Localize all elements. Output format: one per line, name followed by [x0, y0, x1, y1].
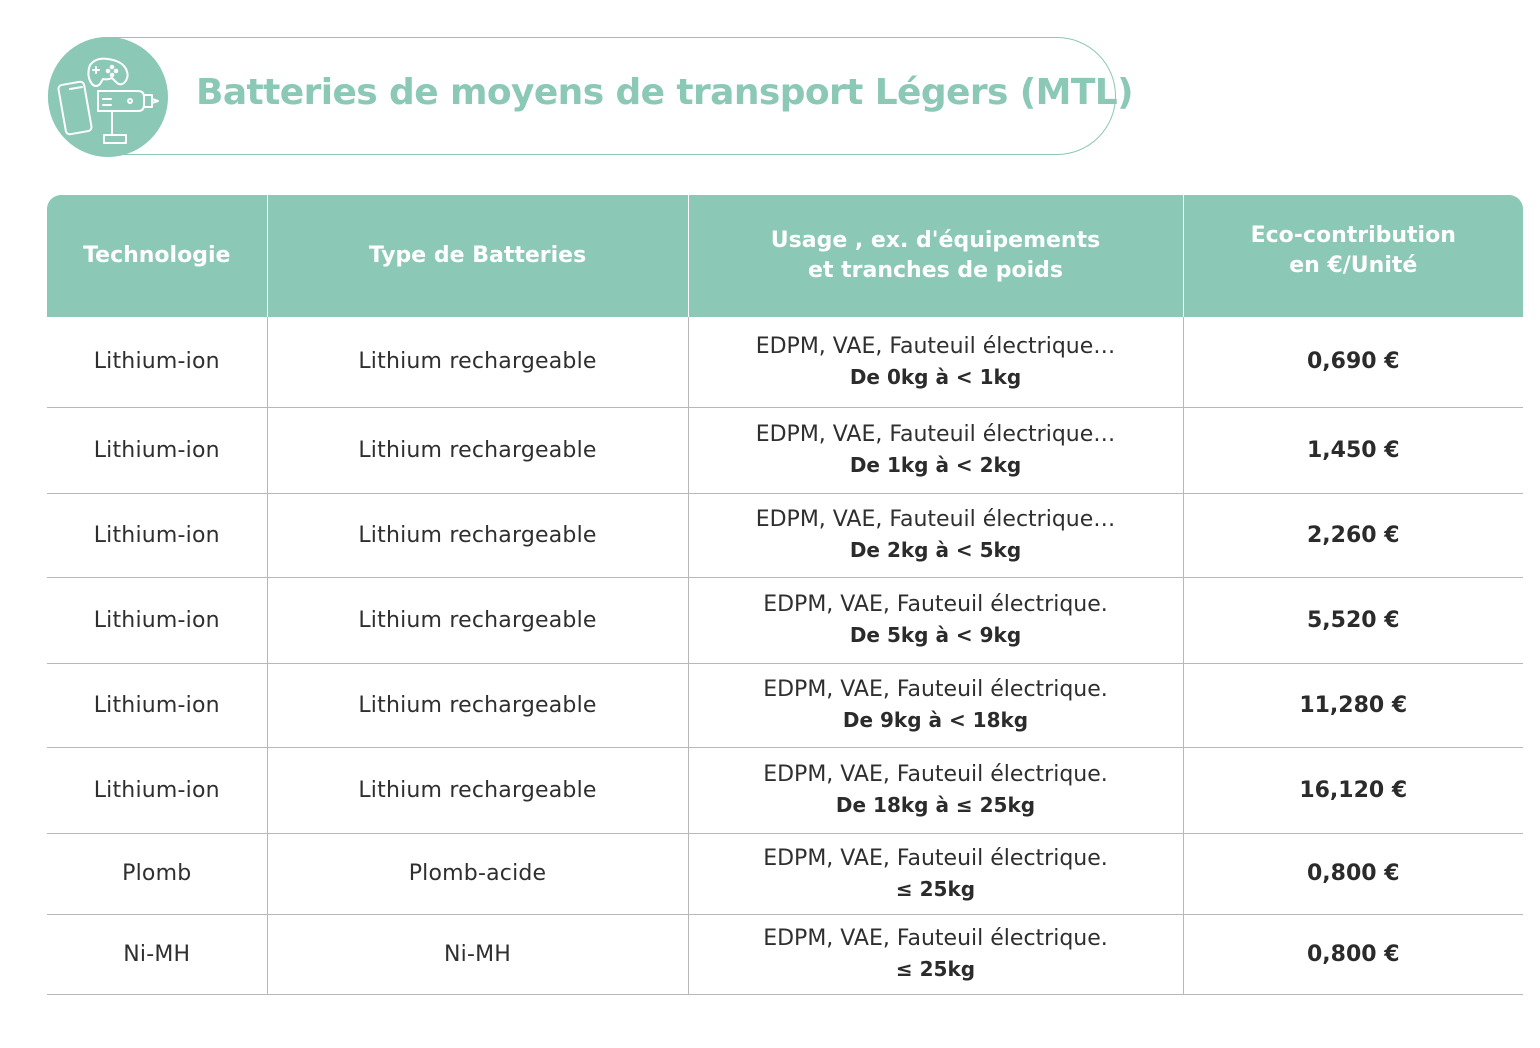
header-usage-line2: et tranches de poids: [808, 258, 1063, 283]
cell-price: 0,690 €: [1183, 317, 1523, 407]
cell-technologie: Plomb: [47, 833, 267, 914]
cell-weight-range: De 18kg à ≤ 25kg: [835, 793, 1036, 817]
cell-usage-text: EDPM, VAE, Fauteuil électrique.: [763, 762, 1108, 787]
table-body: [47, 317, 1523, 994]
cell-usage-text: EDPM, VAE, Fauteuil électrique…: [755, 422, 1116, 447]
header-usage-line1: Usage , ex. d'équipements: [770, 228, 1101, 253]
cell-usage: [688, 747, 1183, 833]
cell-technologie: Lithium-ion: [47, 663, 267, 747]
cell-type: Lithium rechargeable: [267, 317, 688, 407]
table-header: [47, 195, 1523, 317]
header-eco-contribution: [1183, 195, 1523, 317]
page-title: Batteries de moyens de transport Légers (MTL): [196, 72, 1133, 113]
battery-table: [47, 195, 1523, 995]
cell-type: Lithium rechargeable: [267, 493, 688, 577]
cell-price: 5,520 €: [1183, 577, 1523, 663]
cell-weight-range: De 1kg à < 2kg: [849, 453, 1022, 477]
header-type-label: Type de Batteries: [368, 243, 587, 268]
cell-technologie: Lithium-ion: [47, 317, 267, 407]
cell-usage: [688, 833, 1183, 914]
eco-contribution-table: [47, 195, 1523, 995]
cell-weight-range: De 5kg à < 9kg: [849, 623, 1022, 647]
table-row: [47, 317, 1523, 407]
cell-price: 16,120 €: [1183, 747, 1523, 833]
cell-weight-range: ≤ 25kg: [895, 876, 976, 901]
header-technologie: [47, 195, 267, 317]
cell-usage-text: EDPM, VAE, Fauteuil électrique.: [763, 845, 1108, 871]
cell-weight-range: ≤ 25kg: [895, 957, 976, 981]
cell-usage: [688, 577, 1183, 663]
cell-price: 11,280 €: [1183, 663, 1523, 747]
table-row: [47, 663, 1523, 747]
cell-usage: [688, 317, 1183, 407]
cell-price: 0,800 €: [1183, 833, 1523, 914]
cell-usage: [688, 663, 1183, 747]
cell-price: 1,450 €: [1183, 407, 1523, 493]
cell-price: 0,800 €: [1183, 914, 1523, 994]
cell-usage: [688, 407, 1183, 493]
cell-usage-text: EDPM, VAE, Fauteuil électrique…: [755, 333, 1116, 359]
cell-usage: [688, 493, 1183, 577]
cell-price: 2,260 €: [1183, 493, 1523, 577]
cell-type: Plomb-acide: [267, 833, 688, 914]
cell-weight-range: De 2kg à < 5kg: [849, 538, 1022, 562]
cell-type: Lithium rechargeable: [267, 747, 688, 833]
cell-type: Ni-MH: [267, 914, 688, 994]
cell-type: Lithium rechargeable: [267, 663, 688, 747]
table-row: [47, 914, 1523, 994]
cell-type: Lithium rechargeable: [267, 577, 688, 663]
table-row: [47, 747, 1523, 833]
cell-usage-text: EDPM, VAE, Fauteuil électrique…: [755, 507, 1116, 532]
header-type: [267, 195, 688, 317]
table-row: [47, 493, 1523, 577]
cell-weight-range: De 0kg à < 1kg: [849, 364, 1022, 389]
table-row: [47, 577, 1523, 663]
cell-usage-text: EDPM, VAE, Fauteuil électrique.: [763, 592, 1108, 617]
cell-usage: [688, 914, 1183, 994]
cell-usage-text: EDPM, VAE, Fauteuil électrique.: [763, 677, 1108, 702]
cell-technologie: Ni-MH: [47, 914, 267, 994]
cell-technologie: Lithium-ion: [47, 493, 267, 577]
cell-technologie: Lithium-ion: [47, 407, 267, 493]
cell-technologie: Lithium-ion: [47, 747, 267, 833]
header-eco-line2: en €/Unité: [1289, 253, 1418, 278]
header-technologie-label: Technologie: [83, 243, 231, 268]
cell-weight-range: De 9kg à < 18kg: [842, 708, 1029, 732]
devices-battery-icon: [48, 37, 168, 157]
table-row: [47, 407, 1523, 493]
header-usage: [688, 195, 1183, 317]
cell-type: Lithium rechargeable: [267, 407, 688, 493]
header-eco-line1: Eco-contribution: [1250, 223, 1456, 248]
cell-technologie: Lithium-ion: [47, 577, 267, 663]
table-row: [47, 833, 1523, 914]
cell-usage-text: EDPM, VAE, Fauteuil électrique.: [763, 926, 1108, 951]
